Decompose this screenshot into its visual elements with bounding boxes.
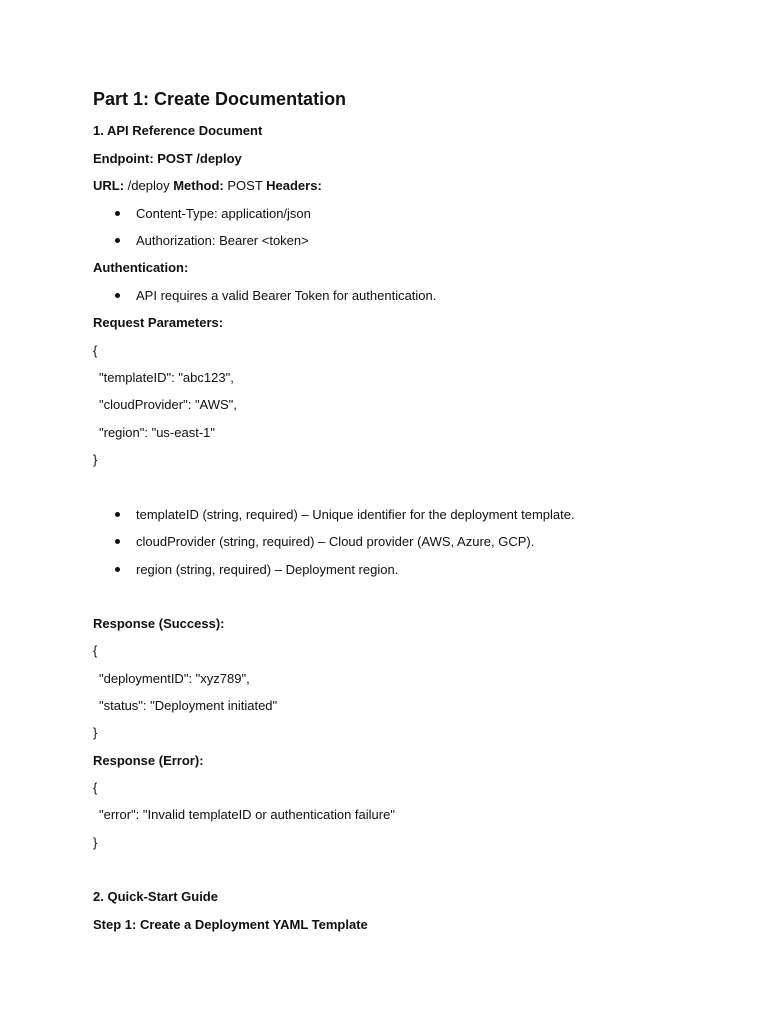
code-line: "templateID": "abc123", xyxy=(99,370,234,385)
authentication-label: Authentication: xyxy=(93,260,189,275)
endpoint-line: Endpoint: POST /deploy xyxy=(93,151,242,166)
bullet-icon xyxy=(115,539,120,544)
list-item xyxy=(115,506,575,524)
list-item xyxy=(115,205,311,223)
method-label: Method: xyxy=(173,178,224,193)
code-line: } xyxy=(93,725,98,740)
bullet-icon xyxy=(115,238,120,243)
code-line: { xyxy=(93,780,98,795)
list-item xyxy=(115,561,398,579)
method-value: POST xyxy=(223,178,267,193)
url-value: /deploy xyxy=(124,178,174,193)
page-title: Part 1: Create Documentation xyxy=(93,89,347,109)
request-parameters-label: Request Parameters: xyxy=(93,315,224,330)
auth-item: API requires a valid Bearer Token for authentication. xyxy=(136,288,437,303)
step-1-heading: Step 1: Create a Deployment YAML Template xyxy=(93,917,368,932)
response-error-label: Response (Error): xyxy=(93,753,204,768)
code-line: { xyxy=(93,643,98,658)
header-item: Authorization: Bearer <token> xyxy=(136,233,309,248)
headers-label: Headers: xyxy=(266,178,322,193)
header-item: Content-Type: application/json xyxy=(136,206,311,221)
code-line: "region": "us-east-1" xyxy=(99,425,216,440)
list-item xyxy=(115,287,436,305)
bullet-icon xyxy=(115,293,120,298)
bullet-icon xyxy=(115,512,120,517)
section-heading-api-reference: 1. API Reference Document xyxy=(93,123,263,138)
url-label: URL: xyxy=(93,178,125,193)
code-line: } xyxy=(93,452,98,467)
bullet-icon xyxy=(115,211,120,216)
section-heading-quick-start: 2. Quick-Start Guide xyxy=(93,889,218,904)
code-line: } xyxy=(93,835,98,850)
code-line: "cloudProvider": "AWS", xyxy=(99,397,237,412)
param-item: templateID (string, required) – Unique identifier for the deployment template. xyxy=(136,507,575,522)
list-item xyxy=(115,232,309,250)
code-line: "error": "Invalid templateID or authentication failure" xyxy=(99,807,395,822)
code-line: "deploymentID": "xyz789", xyxy=(99,671,250,686)
bullet-icon xyxy=(115,567,120,572)
list-item xyxy=(115,533,534,551)
url-method-headers-line xyxy=(93,177,322,195)
param-item: cloudProvider (string, required) – Cloud provider (AWS, Azure, GCP). xyxy=(136,534,535,549)
code-line: { xyxy=(93,343,98,358)
response-success-label: Response (Success): xyxy=(93,616,225,631)
param-item: region (string, required) – Deployment region. xyxy=(136,562,399,577)
code-line: "status": "Deployment initiated" xyxy=(99,698,278,713)
